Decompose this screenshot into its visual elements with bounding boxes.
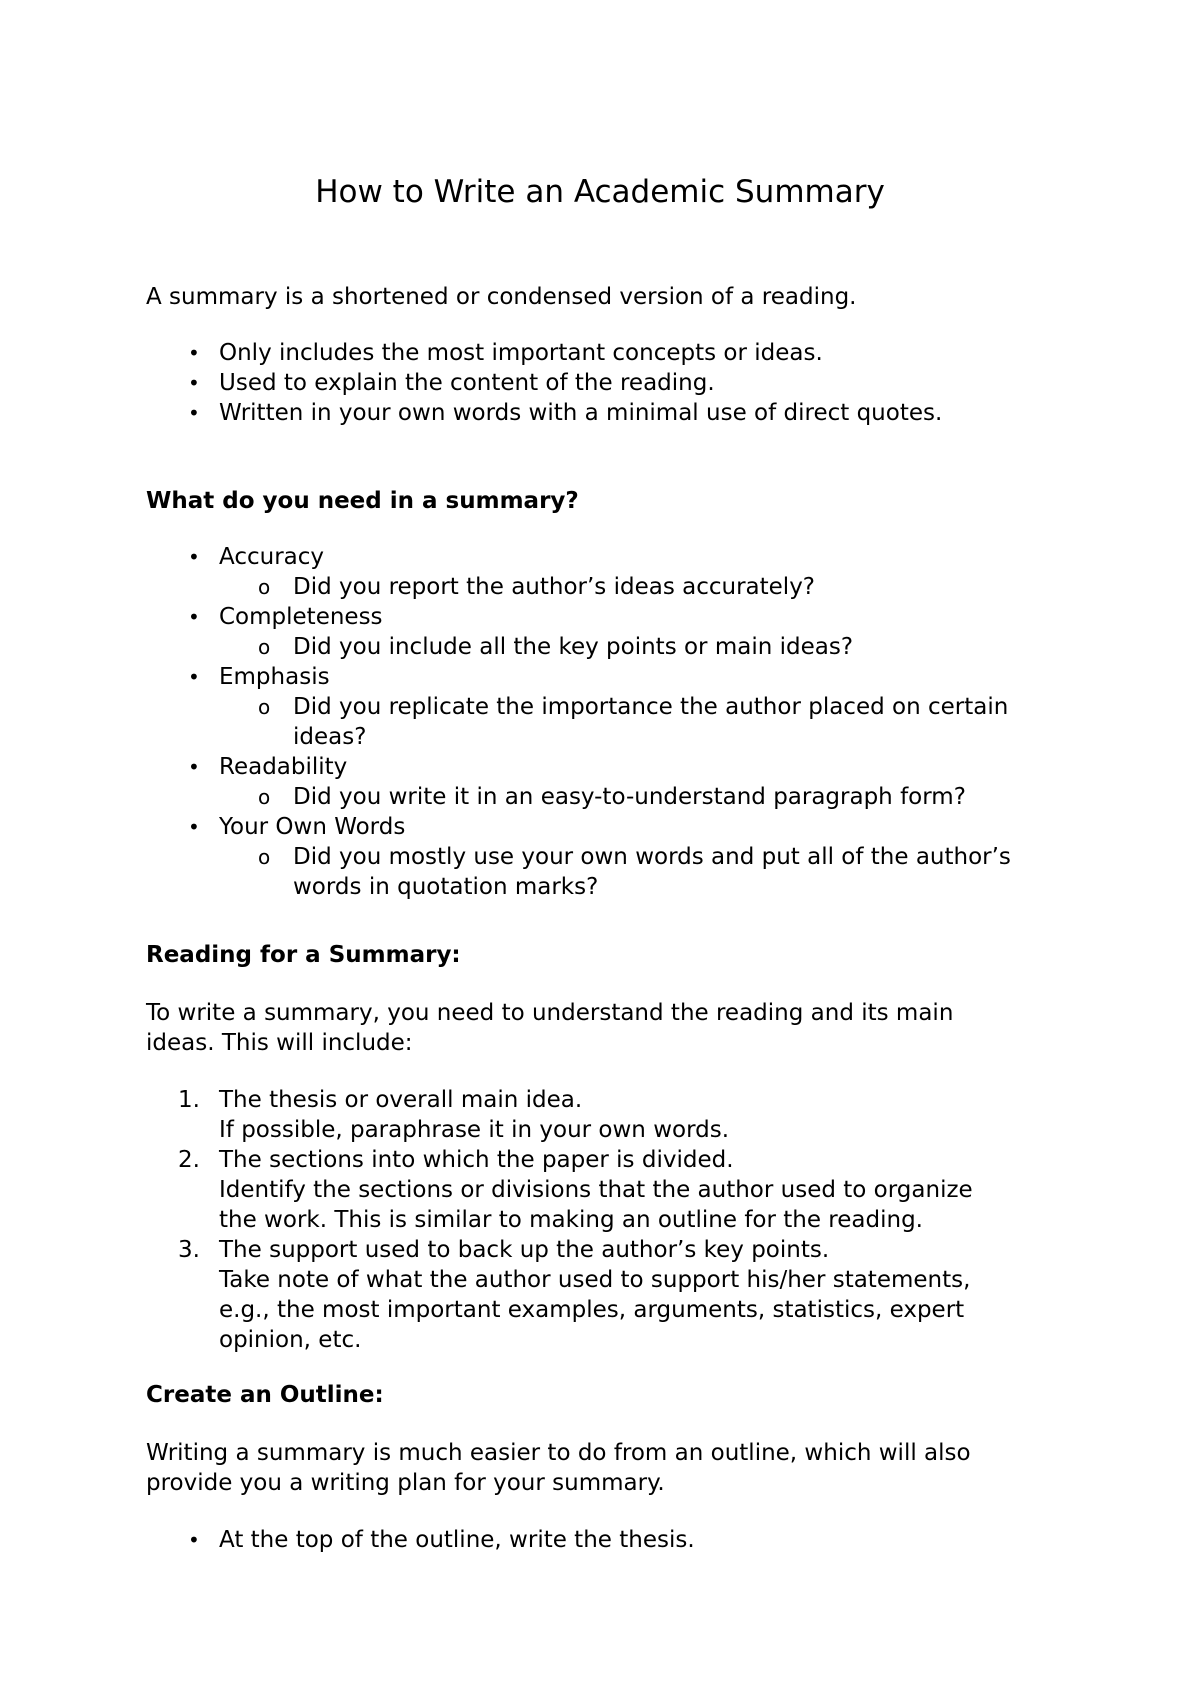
- circle-bullet-icon: o: [258, 575, 271, 599]
- reading-paragraph: To write a summary, you need to understand the reading and its main ideas. This will include:: [146, 1000, 954, 1056]
- circle-bullet-icon: o: [258, 845, 271, 869]
- sub-list-item: o Did you replicate the importance the author placed on certain ideas?: [258, 694, 1009, 750]
- page-title: How to Write an Academic Summary: [315, 174, 885, 210]
- list-item: • Used to explain the content of the reading.: [188, 370, 715, 396]
- list-item: • At the top of the outline, write the thesis.: [188, 1527, 695, 1553]
- circle-bullet-icon: o: [258, 695, 271, 719]
- bullet-icon: •: [188, 371, 200, 395]
- list-item: • Only includes the most important concepts or ideas.: [188, 340, 823, 366]
- reading-numbered-list: [146, 1085, 1086, 1355]
- section-heading-outline: Create an Outline:: [146, 1382, 384, 1408]
- sub-list-item: o Did you write it in an easy-to-understand paragraph form?: [258, 784, 966, 810]
- list-item: • Accuracy: [188, 544, 325, 570]
- list-item: • Completeness: [188, 604, 383, 630]
- list-item: • Readability: [188, 754, 348, 780]
- list-item: • Your Own Words: [188, 814, 406, 840]
- list-item: • Emphasis: [188, 664, 330, 690]
- bullet-icon: •: [188, 815, 200, 839]
- intro-bullet-list: [146, 338, 1086, 428]
- bullet-icon: •: [188, 545, 200, 569]
- bullet-icon: •: [188, 755, 200, 779]
- circle-bullet-icon: o: [258, 635, 271, 659]
- list-item: 2. The sections into which the paper is divided. Identify the sections or divisions that the author used to organize the work. This is similar to making an outline for the reading.: [178, 1147, 973, 1233]
- sub-list-item: o Did you mostly use your own words and put all of the author’s words in quotation marks?: [258, 844, 1011, 900]
- sub-list-item: o Did you include all the key points or main ideas?: [258, 634, 854, 660]
- intro-paragraph: A summary is a shortened or condensed version of a reading.: [146, 284, 857, 310]
- outline-paragraph: Writing a summary is much easier to do from an outline, which will also provide you a writing plan for your summary.: [146, 1440, 971, 1496]
- section-heading-need: What do you need in a summary?: [146, 488, 579, 514]
- bullet-icon: •: [188, 1528, 200, 1552]
- outline-bullet-list: [146, 1525, 1086, 1555]
- bullet-icon: •: [188, 665, 200, 689]
- sub-list-item: o Did you report the author’s ideas accurately?: [258, 574, 816, 600]
- bullet-icon: •: [188, 605, 200, 629]
- bullet-icon: •: [188, 341, 200, 365]
- need-criteria-list: [146, 542, 1086, 902]
- list-item: 1. The thesis or overall main idea. If possible, paraphrase it in your own words.: [178, 1087, 730, 1143]
- section-heading-reading: Reading for a Summary:: [146, 942, 461, 968]
- list-item: • Written in your own words with a minimal use of direct quotes.: [188, 400, 943, 426]
- bullet-icon: •: [188, 401, 200, 425]
- circle-bullet-icon: o: [258, 785, 271, 809]
- list-item: 3. The support used to back up the author’s key points. Take note of what the author used to support his/her statements, e.g., the most important examples, arguments, statistics, expert opinion, etc.: [178, 1237, 971, 1353]
